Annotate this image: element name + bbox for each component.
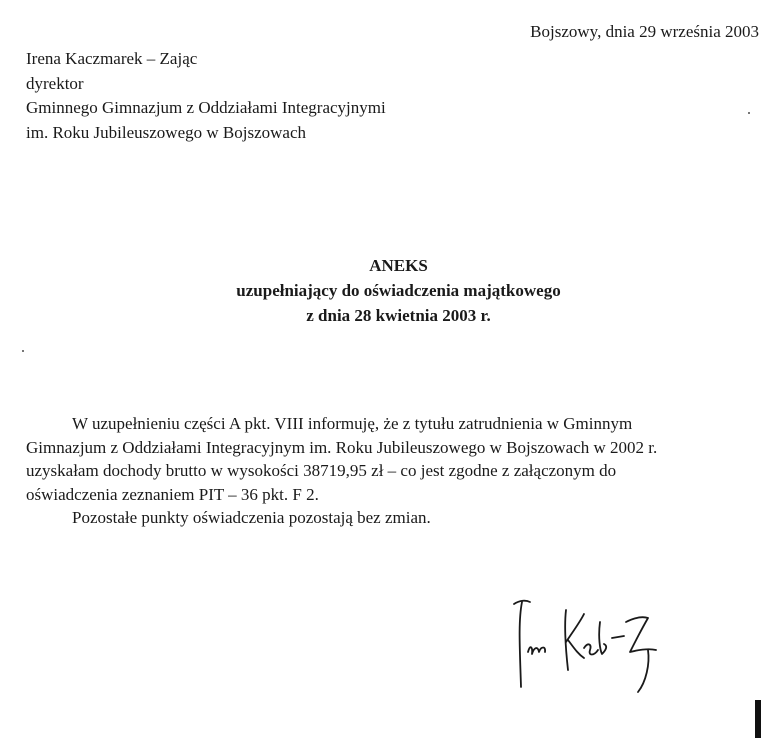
heading-subtitle: uzupełniający do oświadczenia majątkowego — [236, 281, 561, 300]
scan-speck — [22, 350, 24, 352]
scan-speck — [748, 112, 750, 114]
sender-position: dyrektor — [26, 73, 84, 93]
body-line-1: W uzupełnieniu części A pkt. VIII informuję, że z tytułu zatrudnienia w Gminnym — [72, 414, 633, 433]
sender-institution-line1: Gminnego Gimnazjum z Oddziałami Integracyjnymi — [26, 98, 386, 117]
body-line-3: uzyskałam dochody brutto w wysokości 38719,95 zł – co jest zgodne z załączonym do — [26, 461, 617, 480]
body-text — [26, 412, 756, 530]
document-heading — [0, 253, 767, 328]
sender-name: Irena Kaczmarek – Zając — [26, 49, 198, 68]
heading-date: z dnia 28 kwietnia 2003 r. — [306, 306, 491, 325]
scan-edge-mark — [755, 700, 761, 738]
body-line-2: Gimnazjum z Oddziałami Integracyjnym im. Roku Jubileuszowego w Bojszowach w 2002 r. — [26, 437, 658, 457]
sender-block — [26, 47, 386, 145]
handwritten-signature — [508, 592, 678, 702]
heading-title: ANEKS — [369, 256, 428, 275]
body-line-5: Pozostałe punkty oświadczenia pozostają bez zmian. — [72, 508, 431, 527]
sender-institution-line2: im. Roku Jubileuszowego w Bojszowach — [26, 122, 306, 142]
date-line: Bojszowy, dnia 29 września 2003 — [530, 22, 759, 41]
body-line-4: oświadczenia zeznaniem PIT – 36 pkt. F 2. — [26, 484, 319, 504]
